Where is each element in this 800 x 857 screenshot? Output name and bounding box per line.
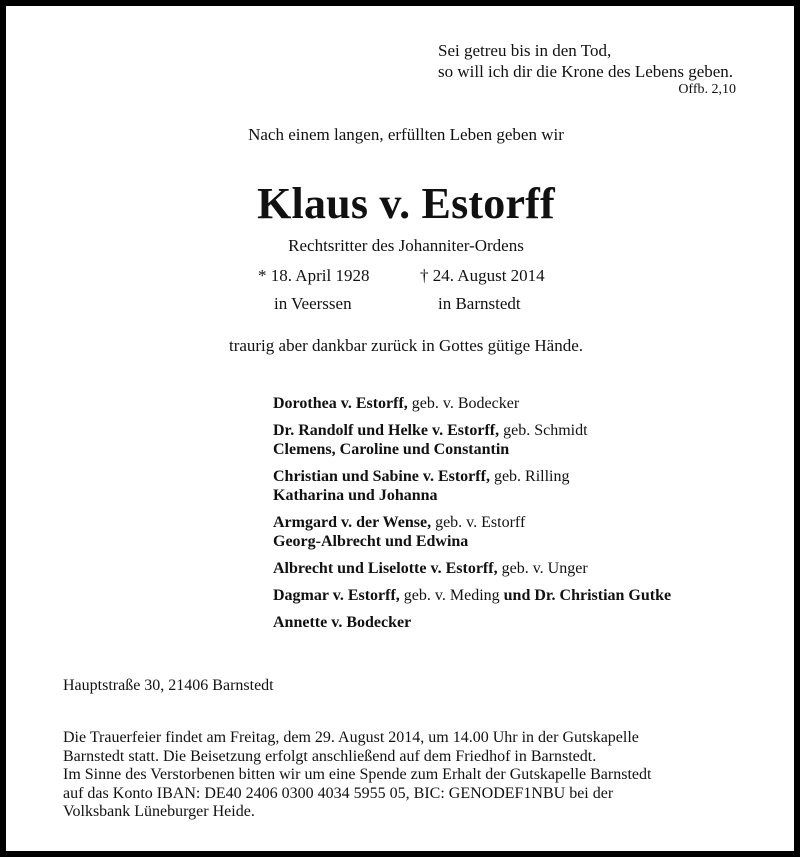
family-maiden: geb. v. Unger [497, 560, 588, 577]
deceased-name: Klaus v. Estorff [257, 179, 555, 228]
birth-info [258, 265, 369, 321]
family-maiden: geb. Rilling [489, 468, 570, 485]
funeral-notice [63, 729, 651, 822]
deceased-title: Rechtsritter des Johanniter-Ordens [288, 236, 524, 255]
family-maiden: geb. v. Bodecker [407, 395, 520, 412]
family-name: Armgard v. der Wense, [273, 514, 432, 531]
notice-line: Volksbank Lüneburger Heide. [63, 803, 255, 821]
notice-line: Barnstedt statt. Die Beisetzung erfolgt anschließend auf dem Friedhof in Barnstedt. [63, 747, 597, 765]
family-name: Annette v. Bodecker [273, 614, 412, 631]
family-group [273, 467, 671, 505]
family-line [273, 513, 671, 532]
family-line [273, 613, 671, 632]
family-name: Dagmar v. Estorff, [273, 587, 400, 604]
family-line [273, 586, 671, 605]
notice-line: Im Sinne des Verstorbenen bitten wir um eine Spende zum Erhalt der Gutskapelle Barnstedt [63, 766, 652, 784]
family-list [273, 394, 671, 640]
family-maiden: geb. Schmidt [499, 422, 588, 439]
family-name: Christian und Sabine v. Estorff, [273, 468, 490, 485]
verse-line-2: so will ich dir die Krone des Lebens geben. [438, 62, 734, 81]
family-maiden: geb. v. Estorff [431, 514, 526, 531]
family-line [273, 559, 671, 578]
family-group [273, 513, 671, 551]
family-name: Dorothea v. Estorff, [273, 395, 408, 412]
family-line [273, 421, 671, 440]
family-children: Clemens, Caroline und Constantin [273, 441, 510, 458]
intro-text: Nach einem langen, erfüllten Leben geben wir [248, 125, 564, 144]
family-children: Georg-Albrecht und Edwina [273, 533, 469, 550]
verse-reference: Offb. 2,10 [678, 82, 736, 97]
notice-line: auf das Konto IBAN: DE40 2406 0300 4034 5955 05, BIC: GENODEF1NBU bei der [63, 784, 614, 802]
closing-text: traurig aber dankbar zurück in Gottes gütige Hände. [228, 336, 584, 355]
death-date: † 24. August 2014 [420, 266, 545, 285]
family-group [273, 586, 671, 605]
family-group [273, 421, 671, 459]
verse-line-1: Sei getreu bis in den Tod, [438, 41, 612, 60]
death-place: in Barnstedt [438, 294, 521, 313]
bible-verse [438, 40, 733, 82]
birth-place: in Veerssen [274, 294, 352, 313]
family-children: Katharina und Johanna [273, 487, 438, 504]
notice-line: Die Trauerfeier findet am Freitag, dem 29. August 2014, um 14.00 Uhr in der Gutskapelle [63, 729, 639, 746]
family-group [273, 394, 671, 413]
family-name: Albrecht und Liselotte v. Estorff, [273, 560, 498, 577]
family-partner: und Dr. Christian Gutke [503, 587, 672, 604]
family-group [273, 559, 671, 578]
family-line [273, 467, 671, 486]
family-line [273, 394, 671, 413]
death-info [420, 265, 545, 321]
birth-date: * 18. April 1928 [258, 266, 370, 285]
family-group [273, 613, 671, 632]
family-maiden: geb. v. Meding [399, 587, 504, 604]
family-address: Hauptstraße 30, 21406 Barnstedt [63, 677, 274, 694]
family-name: Dr. Randolf und Helke v. Estorff, [273, 422, 500, 439]
